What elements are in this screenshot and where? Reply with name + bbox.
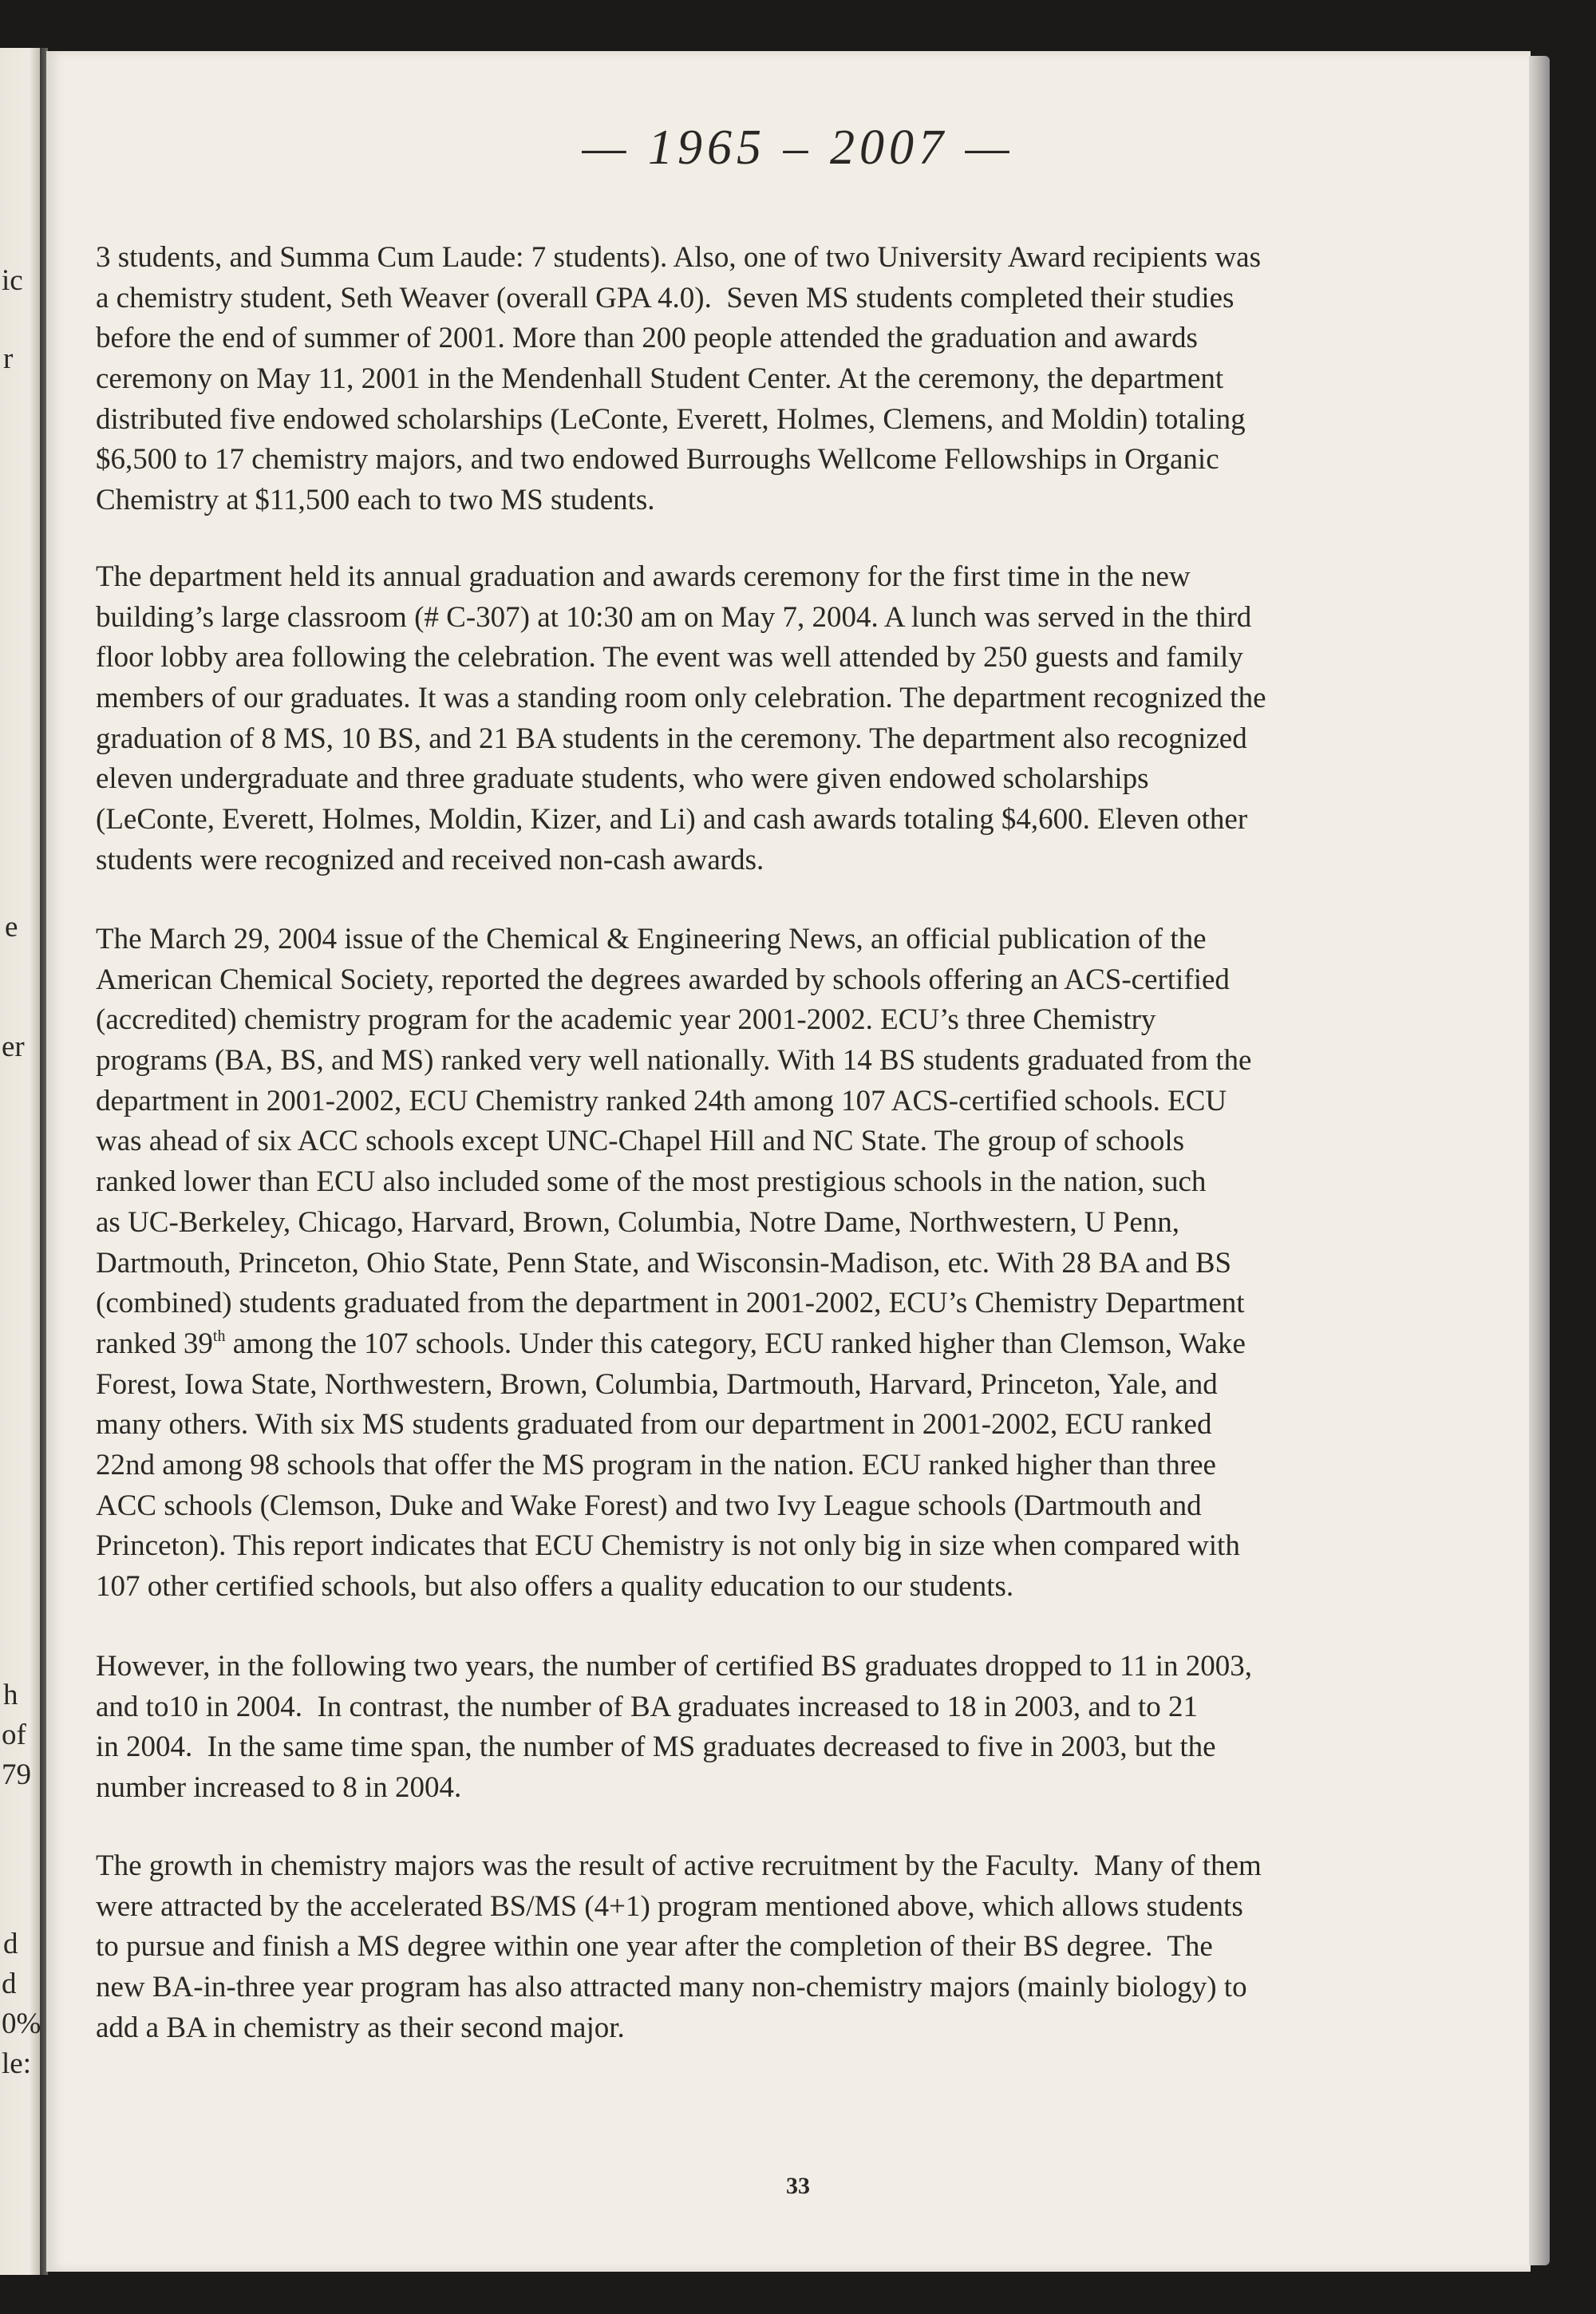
- text-line: Dartmouth, Princeton, Ohio State, Penn State, and Wisconsin-Madison, etc. With 28 BA and BS: [96, 1246, 1232, 1280]
- text-line: to pursue and finish a MS degree within one year after the completion of their BS degree. The: [96, 1930, 1213, 1964]
- text-line: 22nd among 98 schools that offer the MS program in the nation. ECU ranked higher than three: [96, 1448, 1216, 1481]
- text-line: as UC-Berkeley, Chicago, Harvard, Brown, Columbia, Notre Dame, Northwestern, U Penn,: [96, 1205, 1180, 1239]
- text-line: ranked lower than ECU also included some of the most prestigious schools in the nation, such: [96, 1165, 1207, 1199]
- left-page-fragment: le:: [2, 2047, 31, 2080]
- left-page-fragment: 79: [2, 1758, 31, 1791]
- text-line: was ahead of six ACC schools except UNC-Chapel Hill and NC State. The group of schools: [96, 1125, 1184, 1158]
- text-line: ACC schools (Clemson, Duke and Wake Forest) and two Ivy League schools (Dartmouth and: [96, 1489, 1202, 1522]
- ordinal-superscript: th: [212, 1327, 226, 1345]
- text-line: many others. With six MS students graduated from our department in 2001-2002, ECU ranked: [96, 1408, 1212, 1442]
- text-line: (accredited) chemistry program for the academic year 2001-2002. ECU’s three Chemistry: [96, 1003, 1156, 1037]
- text-line: Chemistry at $11,500 each to two MS students.: [96, 484, 655, 517]
- text-line: (LeConte, Everett, Holmes, Moldin, Kizer, and Li) and cash awards totaling $4,600. Eleven other: [96, 803, 1248, 837]
- text-line: members of our graduates. It was a standing room only celebration. The department recognized the: [96, 682, 1266, 715]
- text-line: Forest, Iowa State, Northwestern, Brown, Columbia, Dartmouth, Harvard, Princeton, Yale, and: [96, 1367, 1218, 1401]
- text-line: students were recognized and received non-cash awards.: [96, 843, 764, 876]
- page-number: 33: [786, 2173, 810, 2199]
- paragraph: [96, 238, 1468, 521]
- text-line: were attracted by the accelerated BS/MS (4+1) program mentioned above, which allows students: [96, 1889, 1243, 1923]
- left-page-fragment: d: [2, 1968, 17, 2000]
- text-line: building’s large classroom (# C-307) at 10:30 am on May 7, 2004. A lunch was served in the third: [96, 600, 1252, 634]
- text-line: before the end of summer of 2001. More than 200 people attended the graduation and awards: [96, 322, 1198, 355]
- text-line: 107 other certified schools, but also offers a quality education to our students.: [96, 1570, 1014, 1603]
- text-line: number increased to 8 in 2004.: [96, 1771, 462, 1805]
- left-page-fragment: e: [5, 911, 18, 943]
- text-line: new BA-in-three year program has also attracted many non-chemistry majors (mainly biology) to: [96, 1971, 1247, 2004]
- text-line: 3 students, and Summa Cum Laude: 7 students). Also, one of two University Award recipients was: [96, 241, 1261, 274]
- text-segment: ranked 39: [96, 1327, 213, 1360]
- page-stack-edge: [1529, 56, 1550, 2265]
- left-page-fragment: 0%: [2, 2007, 41, 2040]
- left-page-fragment: ic: [2, 264, 23, 297]
- text-line: floor lobby area following the celebration. The event was well attended by 250 guests and family: [96, 641, 1243, 674]
- paragraph: [96, 557, 1468, 881]
- text-line: programs (BA, BS, and MS) ranked very well nationally. With 14 BS students graduated from the: [96, 1044, 1252, 1078]
- left-page-fragment: of: [2, 1719, 26, 1751]
- text-line: distributed five endowed scholarships (LeConte, Everett, Holmes, Clemens, and Moldin) totaling: [96, 402, 1246, 436]
- left-page-fragment: h: [3, 1679, 18, 1711]
- text-line: (combined) students graduated from the department in 2001-2002, ECU’s Chemistry Department: [96, 1287, 1245, 1320]
- left-page-fragment: er: [2, 1030, 25, 1063]
- text-segment: among the 107 schools. Under this category, ECU ranked higher than Clemson, Wake: [225, 1327, 1246, 1360]
- text-line: ceremony on May 11, 2001 in the Mendenhall Student Center. At the ceremony, the department: [96, 362, 1224, 396]
- text-line: eleven undergraduate and three graduate students, who were given endowed scholarships: [96, 762, 1149, 796]
- text-line: and to10 in 2004. In contrast, the number of BA graduates increased to 18 in 2003, and to 21: [96, 1690, 1199, 1723]
- paragraph: [96, 1647, 1468, 1809]
- text-line: The growth in chemistry majors was the result of active recruitment by the Faculty. Many of them: [96, 1849, 1262, 1882]
- text-line: graduation of 8 MS, 10 BS, and 21 BA students in the ceremony. The department also recognized: [96, 722, 1247, 755]
- text-line: However, in the following two years, the number of certified BS graduates dropped to 11 in 2003,: [96, 1650, 1253, 1683]
- left-page-fragment: r: [3, 342, 14, 375]
- text-line: $6,500 to 17 chemistry majors, and two endowed Burroughs Wellcome Fellowships in Organic: [96, 443, 1219, 477]
- paragraph: [96, 920, 1468, 1608]
- text-line: Princeton). This report indicates that ECU Chemistry is not only big in size when compared with: [96, 1529, 1240, 1563]
- left-page-fragment: d: [3, 1928, 18, 1960]
- text-line: [96, 1324, 1468, 1365]
- text-line: department in 2001-2002, ECU Chemistry ranked 24th among 107 ACS-certified schools. ECU: [96, 1084, 1227, 1117]
- paragraph: [96, 1846, 1468, 2048]
- text-line: in 2004. In the same time span, the number of MS graduates decreased to five in 2003, but the: [96, 1731, 1216, 1764]
- text-line: American Chemical Society, reported the degrees awarded by schools offering an ACS-certified: [96, 963, 1230, 996]
- running-header-handwritten: — 1965 – 2007 —: [582, 121, 1014, 175]
- text-line: add a BA in chemistry as their second major.: [96, 2011, 625, 2044]
- text-line: The March 29, 2004 issue of the Chemical & Engineering News, an official publication of the: [96, 923, 1207, 955]
- text-line: The department held its annual graduation and awards ceremony for the first time in the new: [96, 560, 1191, 593]
- text-line: a chemistry student, Seth Weaver (overall GPA 4.0). Seven MS students completed their studies: [96, 281, 1235, 314]
